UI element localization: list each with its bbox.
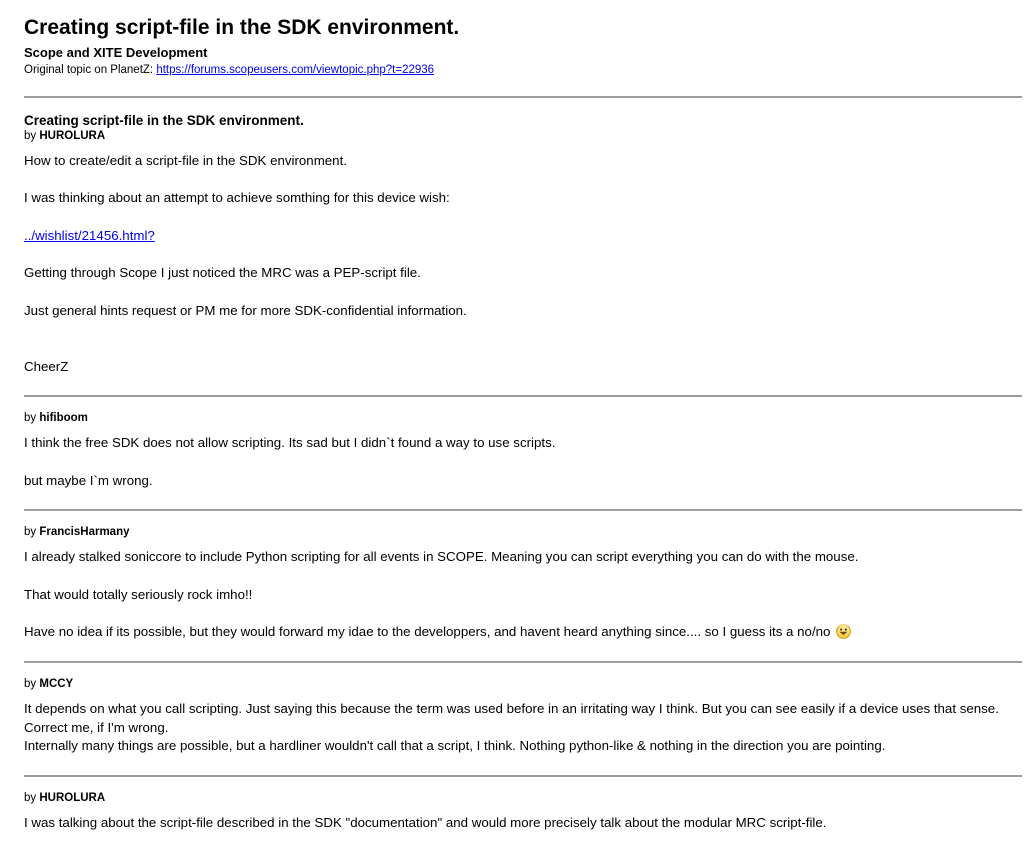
post-byline [24, 526, 1022, 539]
post-byline [24, 130, 1022, 143]
post-paragraph [24, 700, 1022, 756]
by-label: by [24, 677, 37, 690]
post-byline [24, 412, 1022, 425]
by-label: by [24, 792, 37, 805]
post-paragraph: Getting through Scope I just noticed the MRC was a PEP-script file. [24, 265, 421, 281]
post-hurolura-1 [24, 113, 1022, 376]
post-paragraph: How to create/edit a script-file in the SDK environment. [24, 153, 347, 168]
post-mccy [24, 678, 1022, 756]
post-paragraph: Just general hints request or PM me for more SDK-confidential information. [24, 302, 467, 318]
header-divider [24, 96, 1022, 98]
post-paragraph-line: Internally many things are possible, but a hardliner wouldn't call that a script, I think. Nothing python-like & nothing in the direction you are pointing. [24, 738, 886, 754]
by-label: by [24, 412, 37, 425]
post-byline [24, 792, 1022, 805]
post-author: HUROLURA [39, 130, 106, 142]
post-paragraph [24, 623, 1022, 642]
post-title: Creating script-file in the SDK environment. [24, 113, 304, 128]
by-label: by [24, 130, 37, 142]
post-author: HUROLURA [39, 792, 106, 805]
post-divider [24, 775, 1022, 777]
origin-topic-link[interactable]: https://forums.scopeusers.com/viewtopic.php?t=22936 [156, 64, 435, 76]
post-byline [24, 678, 1022, 691]
post-author: MCCY [39, 677, 74, 690]
post-paragraph: I was thinking about an attempt to achieve somthing for this device wish: [24, 190, 450, 206]
post-divider [24, 509, 1022, 511]
post-divider [24, 395, 1022, 397]
wishlist-link[interactable]: ../wishlist/21456.html? [24, 227, 155, 243]
post-paragraph: I was talking about the script-file described in the SDK "documentation" and would more precisely talk about the modular MRC script-file. [24, 815, 827, 831]
forum-section-subtitle: Scope and XITE Development [24, 45, 208, 60]
origin-line [24, 64, 1022, 77]
post-francisharmany [24, 526, 1022, 641]
post-author: hifiboom [39, 412, 88, 425]
post-paragraph [24, 227, 1022, 246]
post-paragraph: I already stalked soniccore to include Python scripting for all events in SCOPE. Meaning you can script everything you can do with the mouse. [24, 549, 859, 565]
post-paragraph-text: Have no idea if its possible, but they would forward my idae to the developpers, and havent heard anything since.... so I guess its a no/no [24, 624, 831, 640]
post-hurolura-2 [24, 792, 1022, 833]
post-paragraph: but maybe I`m wrong. [24, 472, 153, 488]
thread-header [24, 16, 1022, 77]
post-paragraph: That would totally seriously rock imho!! [24, 586, 253, 602]
razz-smiley-icon [836, 624, 851, 639]
post-paragraph-line: It depends on what you call scripting. Just saying this because the term was used before in an irritating way I think. But you can see easily if a device uses that sense. Correct me, if I'm wrong. [24, 700, 999, 735]
origin-label: Original topic on PlanetZ: [24, 64, 154, 76]
by-label: by [24, 526, 37, 539]
post-hifiboom [24, 412, 1022, 490]
post-divider [24, 661, 1022, 663]
post-signature: CheerZ [24, 358, 69, 374]
page-title: Creating script-file in the SDK environment. [24, 16, 460, 39]
post-author: FrancisHarmany [39, 526, 130, 539]
post-paragraph: I think the free SDK does not allow scripting. Its sad but I didn`t found a way to use scripts. [24, 435, 556, 451]
